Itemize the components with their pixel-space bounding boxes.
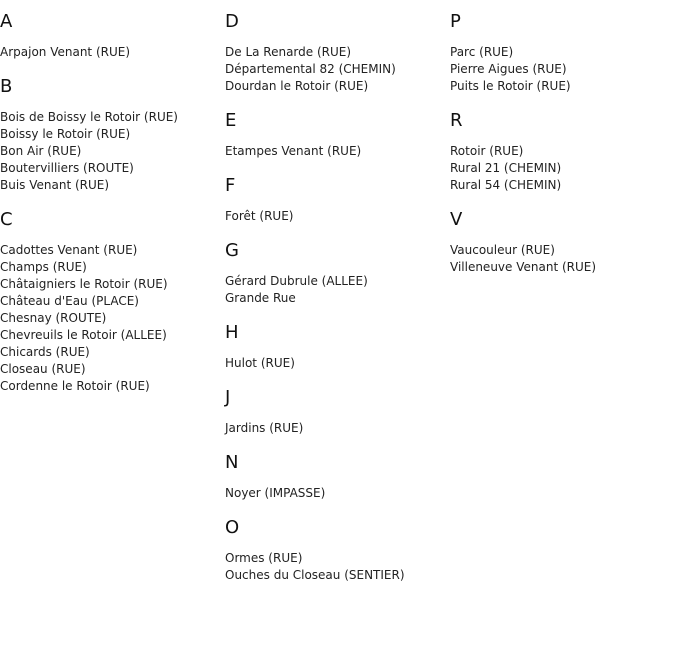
letter-section-n: [225, 453, 405, 502]
section-letter-heading: H: [225, 322, 239, 343]
street-name: Jardins (RUE): [225, 421, 304, 435]
street-list: [225, 550, 405, 584]
street-name: Bois de Boissy le Rotoir (RUE): [0, 110, 178, 124]
street-name: Buis Venant (RUE): [0, 178, 110, 192]
street-list: [225, 44, 405, 95]
street-list: [450, 143, 596, 194]
section-letter-heading: B: [0, 76, 13, 97]
street-name: Départemental 82 (CHEMIN): [225, 62, 396, 76]
street-name: Hulot (RUE): [225, 356, 295, 370]
street-name: Boissy le Rotoir (RUE): [0, 127, 131, 141]
section-letter-heading: D: [225, 11, 239, 32]
street-list: [225, 143, 405, 160]
street-list: [0, 44, 178, 61]
street-name: Rural 54 (CHEMIN): [450, 178, 562, 192]
section-letter-heading: N: [225, 452, 239, 473]
street-name: Boutervilliers (ROUTE): [0, 161, 134, 175]
street-name: Gérard Dubrule (ALLEE): [225, 274, 368, 288]
letter-section-d: [225, 12, 405, 95]
street-name: Ormes (RUE): [225, 551, 303, 565]
section-letter-heading: O: [225, 517, 240, 538]
street-name: Dourdan le Rotoir (RUE): [225, 79, 369, 93]
index-column-a-c: [0, 0, 178, 395]
street-name: Parc (RUE): [450, 45, 514, 59]
letter-section-o: [225, 518, 405, 584]
street-list: [0, 242, 178, 395]
street-name: Rural 21 (CHEMIN): [450, 161, 562, 175]
section-letter-heading: R: [450, 110, 463, 131]
street-name: Vaucouleur (RUE): [450, 243, 555, 257]
street-name: Bon Air (RUE): [0, 144, 82, 158]
letter-section-h: [225, 323, 405, 372]
section-letter-heading: E: [225, 110, 237, 131]
street-list: [225, 485, 405, 502]
street-list: [450, 44, 596, 95]
section-letter-heading: G: [225, 240, 239, 261]
street-name: Rotoir (RUE): [450, 144, 524, 158]
street-name: Châtaigniers le Rotoir (RUE): [0, 277, 168, 291]
street-list: [225, 208, 405, 225]
street-list: [225, 273, 405, 307]
letter-section-b: [0, 77, 178, 194]
street-name: Noyer (IMPASSE): [225, 486, 326, 500]
street-name: Arpajon Venant (RUE): [0, 45, 131, 59]
street-name: De La Renarde (RUE): [225, 45, 352, 59]
section-letter-heading: J: [225, 387, 231, 408]
letter-section-v: [450, 210, 596, 276]
street-name: Villeneuve Venant (RUE): [450, 260, 597, 274]
street-name: Grande Rue: [225, 291, 296, 305]
street-name: Closeau (RUE): [0, 362, 86, 376]
letter-section-r: [450, 111, 596, 194]
street-name: Ouches du Closeau (SENTIER): [225, 568, 405, 582]
street-list: [225, 355, 405, 372]
street-name: Chicards (RUE): [0, 345, 90, 359]
street-name: Cadottes Venant (RUE): [0, 243, 138, 257]
street-list: [450, 242, 596, 276]
section-letter-heading: F: [225, 175, 236, 196]
street-name: Pierre Aigues (RUE): [450, 62, 567, 76]
index-column-d-o: [225, 0, 405, 584]
letter-section-a: [0, 12, 178, 61]
letter-section-g: [225, 241, 405, 307]
letter-section-e: [225, 111, 405, 160]
street-name: Champs (RUE): [0, 260, 87, 274]
street-name: Etampes Venant (RUE): [225, 144, 362, 158]
street-list: [0, 109, 178, 194]
section-letter-heading: V: [450, 209, 463, 230]
section-letter-heading: P: [450, 11, 461, 32]
street-name: Château d'Eau (PLACE): [0, 294, 139, 308]
section-letter-heading: A: [0, 11, 13, 32]
street-name: Chevreuils le Rotoir (ALLEE): [0, 328, 167, 342]
street-name: Cordenne le Rotoir (RUE): [0, 379, 150, 393]
street-name: Chesnay (ROUTE): [0, 311, 107, 325]
index-column-p-v: [450, 0, 596, 276]
street-list: [225, 420, 405, 437]
section-letter-heading: C: [0, 209, 13, 230]
letter-section-f: [225, 176, 405, 225]
letter-section-j: [225, 388, 405, 437]
street-name: Forêt (RUE): [225, 209, 294, 223]
letter-section-c: [0, 210, 178, 395]
letter-section-p: [450, 12, 596, 95]
street-name: Puits le Rotoir (RUE): [450, 79, 571, 93]
